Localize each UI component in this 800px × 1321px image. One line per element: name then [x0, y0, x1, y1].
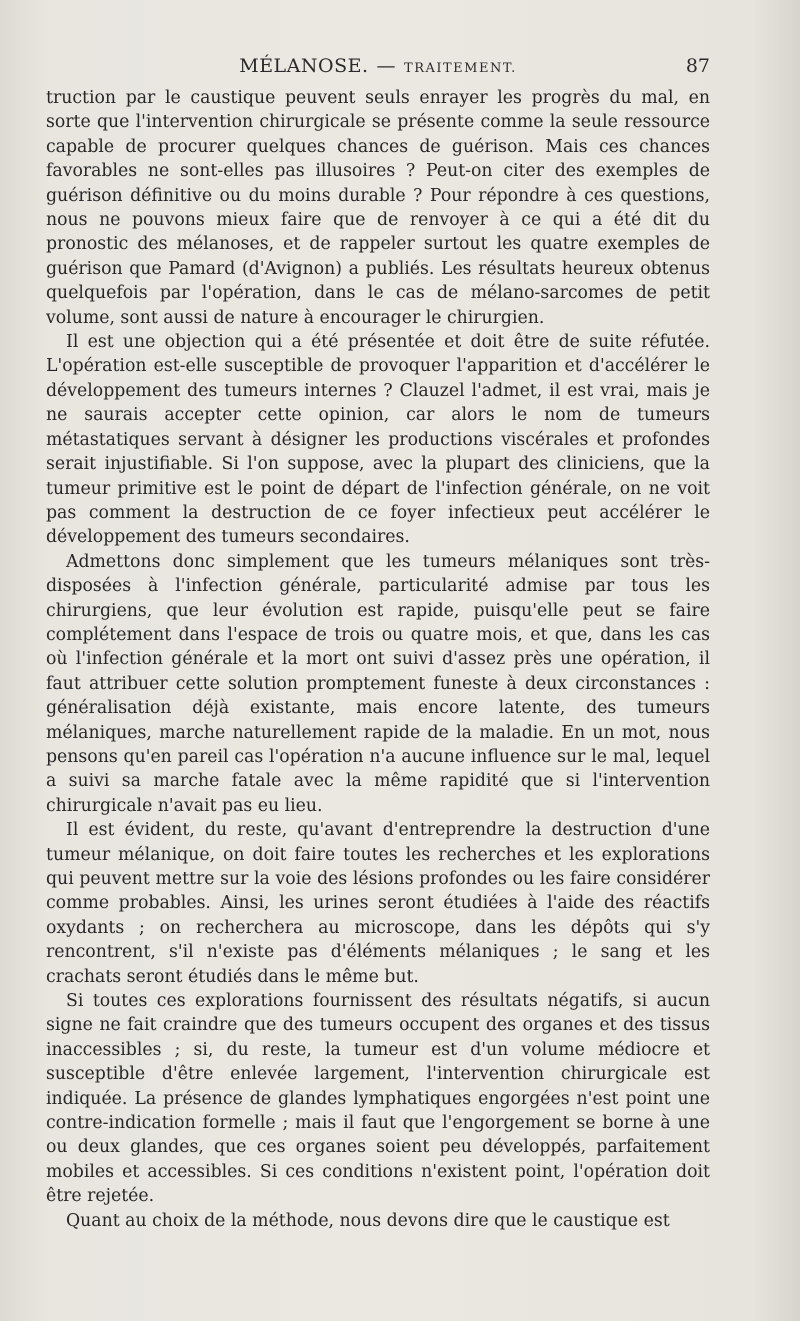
- paragraph-5: Si toutes ces explorations fournissent des résultats négatifs, si aucun signe ne fait craindre que des tumeurs occupent des organes et des tissus inaccessibles ; si, du reste, la tumeur est d'un volume médiocre et susceptible d'être enlevée largement, l'intervention chirurgicale est indiquée. La présence de glandes lymphatiques engorgées n'est point une contre-indication formelle ; mais il faut que l'engorgement se borne à une ou deux glandes, que ces organes soient peu développés, parfaitement mobiles et accessibles. Si ces conditions n'existent point, l'opération doit être rejetée.: [46, 991, 710, 1207]
- header-dash: —: [376, 55, 397, 77]
- paragraph-6: Quant au choix de la méthode, nous devons dire que le caustique est: [66, 1210, 670, 1231]
- running-title: [46, 55, 710, 77]
- paragraph-3: Admettons donc simplement que les tumeurs mélaniques sont très-disposées à l'infection générale, particularité admise par tous les chirurgiens, que leur évolution est rapide, puisqu'elle peut se faire complétement dans l'espace de trois ou quatre mois, et que, dans les cas où l'infection générale et la mort ont suivi d'assez près une opération, il faut attribuer cette solution promptement funeste à deux circonstances : généralisation déjà existante, mais encore latente, des tumeurs mélaniques, marche naturellement rapide de la maladie. En un mot, nous pensons qu'en pareil cas l'opération n'a aucune influence sur le mal, lequel a suivi sa marche fatale avec la même rapidité que si l'intervention chirurgicale n'avait pas eu lieu.: [46, 551, 710, 816]
- page-number: 87: [685, 55, 710, 77]
- paragraph-2: Il est une objection qui a été présentée et doit être de suite réfutée. L'opération est-elle susceptible de provoquer l'apparition et d'accélérer le développement des tumeurs internes ? Clauzel l'admet, il est vrai, mais je ne saurais accepter cette opinion, car alors le nom de tumeurs métastatiques servant à désigner les productions viscérales et profondes serait injustifiable. Si l'on suppose, avec la plupart des cliniciens, que la tumeur primitive est le point de départ de l'infection générale, on ne voit pas comment la destruction de ce foyer infectieux peut accélérer le développement des tumeurs secondaires.: [46, 332, 710, 548]
- header-subtitle: TRAITEMENT.: [404, 61, 517, 76]
- body-text: [46, 86, 710, 1233]
- paragraph-1: truction par le caustique peuvent seuls enrayer les progrès du mal, en sorte que l'intervention chirurgicale se présente comme la seule ressource capable de procurer quelques chances de guérison. Mais ces chances favorables ne sont-elles pas illusoires ? Peut-on citer des exemples de guérison définitive ou du moins durable ? Pour répondre à ces questions, nous ne pouvons mieux faire que de renvoyer à ce qui a été dit du pronostic des mélanoses, et de rappeler surtout les quatre exemples de guérison que Pamard (d'Avignon) a publiés. Les résultats heureux obtenus quelquefois par l'opération, dans le cas de mélano-sarcomes de petit volume, sont aussi de nature à encourager le chirurgien.: [46, 88, 710, 328]
- paragraph-4: Il est évident, du reste, qu'avant d'entreprendre la destruction d'une tumeur mélanique, on doit faire toutes les recherches et les explorations qui peuvent mettre sur la voie des lésions profondes ou les faire considérer comme probables. Ainsi, les urines seront étudiées à l'aide des réactifs oxydants ; on recherchera au microscope, dans les dépôts qui s'y rencontrent, s'il n'existe pas d'éléments mélaniques ; le sang et les crachats seront étudiés dans le même but.: [46, 820, 710, 987]
- running-header: [46, 55, 710, 85]
- header-title: MÉLANOSE.: [239, 55, 369, 77]
